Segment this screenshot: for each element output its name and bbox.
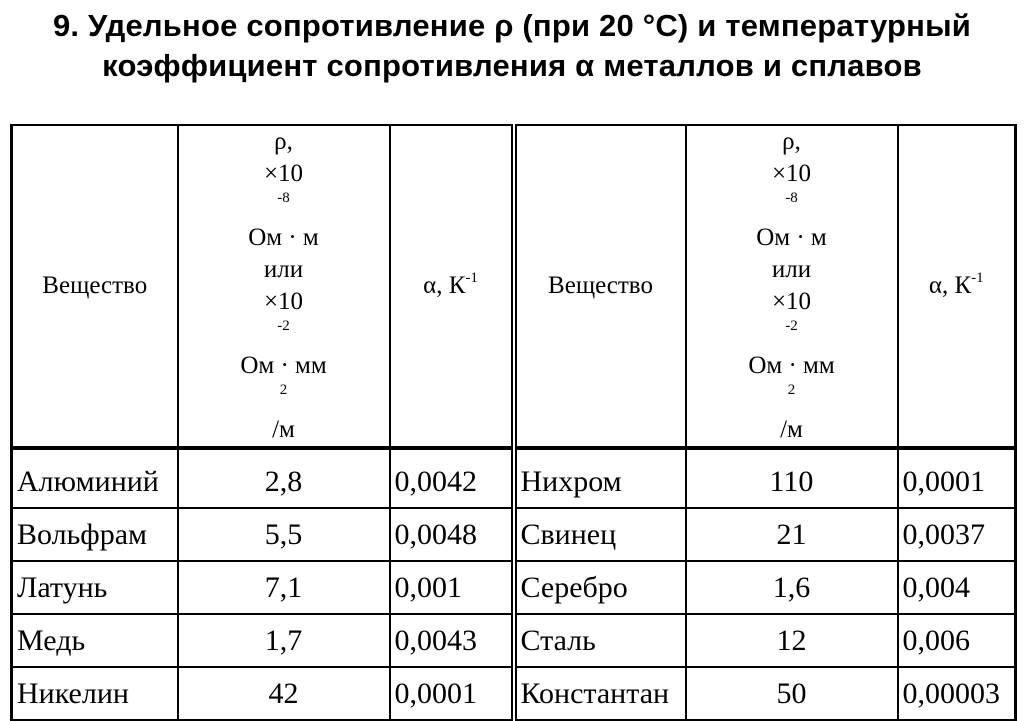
cell-alpha: 0,0042 [390, 448, 514, 508]
table-row [12, 614, 1016, 667]
title-line-1: 9. Удельное сопротивление ρ (при 20 °C) и температурный [52, 8, 972, 43]
cell-alpha: 0,001 [390, 561, 514, 614]
header-rho-left: ρ, ×10 $^{-8}$ Ом · м или ×10 $^{-2}$ Ом · мм $^2$ /м [178, 125, 390, 448]
cell-rho: 110 [686, 448, 898, 508]
cell-rho: 21 [686, 508, 898, 561]
header-alpha-left: α, $К^{-1}$ [390, 125, 514, 448]
cell-alpha: 0,0001 [390, 667, 514, 720]
cell-rho: 7,1 [178, 561, 390, 614]
cell-name: Вольфрам [12, 508, 178, 561]
cell-rho: 2,8 [178, 448, 390, 508]
cell-rho: 1,7 [178, 614, 390, 667]
page-title [0, 6, 1024, 86]
cell-rho: 50 [686, 667, 898, 720]
header-rho-right: ρ, ×10 $^{-8}$ Ом · м или ×10 $^{-2}$ Ом · мм $^2$ /м [686, 125, 898, 448]
table-row [12, 561, 1016, 614]
table-row [12, 667, 1016, 720]
table-row [12, 508, 1016, 561]
cell-name: Серебро [514, 561, 686, 614]
header-row [12, 125, 1016, 448]
table-row [12, 448, 1016, 508]
cell-alpha: 0,006 [898, 614, 1016, 667]
cell-name: Сталь [514, 614, 686, 667]
cell-name: Латунь [12, 561, 178, 614]
data-table-container [10, 124, 1014, 710]
cell-alpha: 0,004 [898, 561, 1016, 614]
header-substance-right: Вещество [514, 125, 686, 448]
cell-name: Нихром [514, 448, 686, 508]
cell-rho: 1,6 [686, 561, 898, 614]
title-line-2: коэффициент сопротивления α металлов и сплавов [102, 48, 922, 83]
cell-name: Никелин [12, 667, 178, 720]
cell-alpha: 0,0043 [390, 614, 514, 667]
cell-alpha: 0,0001 [898, 448, 1016, 508]
cell-alpha: 0,0048 [390, 508, 514, 561]
cell-rho: 42 [178, 667, 390, 720]
cell-name: Алюминий [12, 448, 178, 508]
cell-name: Константан [514, 667, 686, 720]
cell-rho: 12 [686, 614, 898, 667]
cell-alpha: 0,00003 [898, 667, 1016, 720]
header-substance-left: Вещество [12, 125, 178, 448]
resistivity-table [10, 124, 1017, 721]
cell-alpha: 0,0037 [898, 508, 1016, 561]
cell-name: Медь [12, 614, 178, 667]
header-alpha-right: α, $К^{-1}$ [898, 125, 1016, 448]
cell-name: Свинец [514, 508, 686, 561]
cell-rho: 5,5 [178, 508, 390, 561]
